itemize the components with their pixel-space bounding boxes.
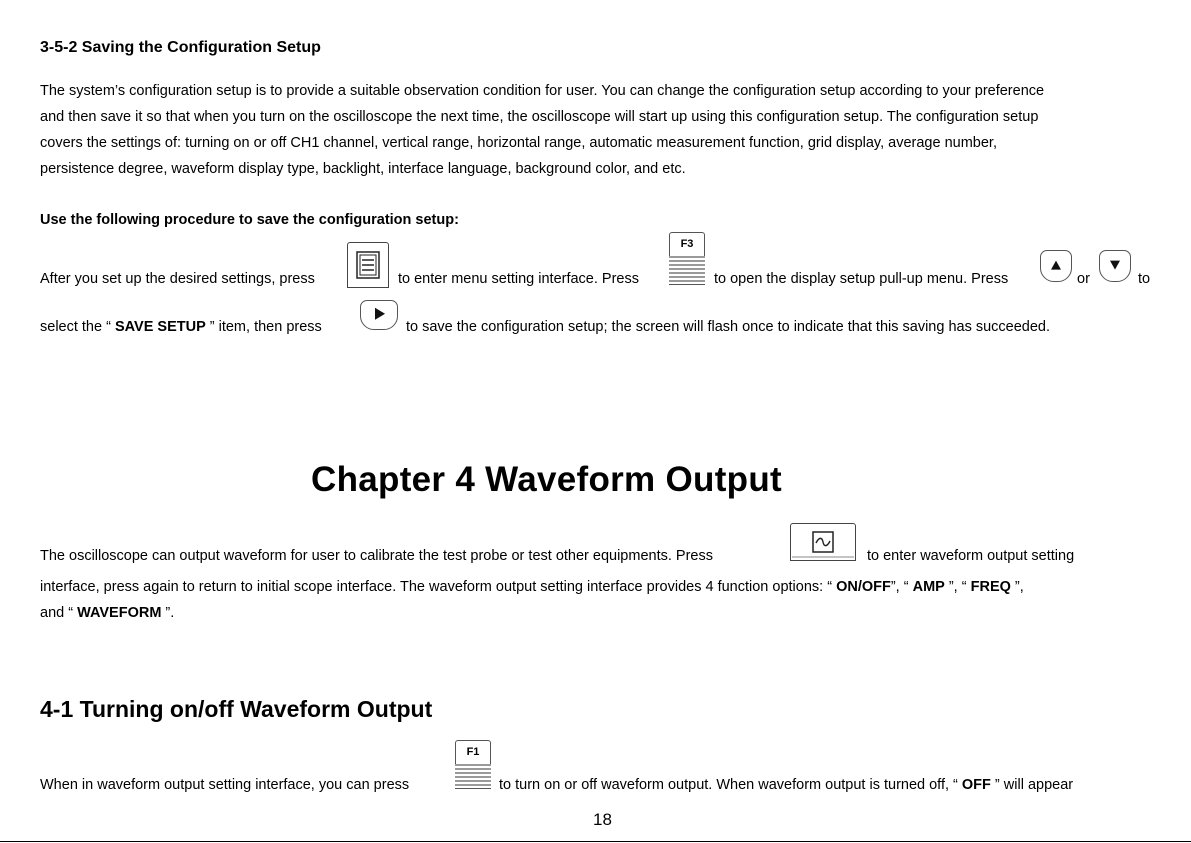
step1-text-e: to bbox=[1138, 271, 1151, 287]
procedure-title: Use the following procedure to save the configuration setup: bbox=[40, 212, 459, 228]
section-4-1-text-a: When in waveform output setting interface, you can press bbox=[40, 777, 410, 793]
chapter-para-line2-d: ”, bbox=[1010, 579, 1024, 595]
section-4-1-text-c: ” will appear bbox=[990, 777, 1074, 793]
step2-text-b: ” item, then press bbox=[205, 319, 322, 335]
chapter-para-line3 bbox=[40, 604, 174, 622]
option-amp: AMP bbox=[912, 579, 945, 595]
chapter-para-line2-c: ”, “ bbox=[944, 579, 971, 595]
paragraph-line: and then save it so that when you turn on the oscilloscope the next time, the oscilloscope will start up using this configuration setup. The configuration setup bbox=[40, 109, 1039, 125]
option-freq: FREQ bbox=[970, 579, 1011, 595]
save-setup-label: SAVE SETUP bbox=[114, 319, 206, 335]
up-arrow-key-icon bbox=[1040, 250, 1072, 282]
f1-key-icon bbox=[455, 740, 491, 792]
f3-key-label: F3 bbox=[669, 232, 705, 257]
footer-rule bbox=[0, 841, 1191, 842]
section-4-1-text-b bbox=[499, 776, 1073, 794]
chapter-para-line3-a: and “ bbox=[40, 605, 78, 621]
option-onoff: ON/OFF bbox=[836, 579, 891, 595]
step1-text-a: After you set up the desired settings, press bbox=[40, 271, 315, 287]
chapter-para-line2 bbox=[40, 578, 1024, 596]
chapter-para-line2-a: interface, press again to return to initial scope interface. The waveform output setting interface provides 4 function options: “ bbox=[40, 579, 837, 595]
menu-key-icon bbox=[347, 242, 389, 288]
option-waveform: WAVEFORM bbox=[77, 605, 162, 621]
waveform-key-icon bbox=[790, 523, 856, 561]
chapter-para-line1-a: The oscilloscope can output waveform for user to calibrate the test probe or test other equipments. Press bbox=[40, 548, 713, 564]
right-arrow-key-icon bbox=[360, 300, 398, 330]
step1-text-c: to open the display setup pull-up menu. Press bbox=[714, 271, 1009, 287]
section-heading: 3-5-2 Saving the Configuration Setup bbox=[40, 39, 321, 56]
off-label: OFF bbox=[961, 777, 991, 793]
section-4-1-heading: 4-1 Turning on/off Waveform Output bbox=[40, 696, 433, 722]
chapter-title: Chapter 4 Waveform Output bbox=[311, 460, 782, 499]
step1-text-d: or bbox=[1077, 271, 1090, 287]
f1-key-label: F1 bbox=[455, 740, 491, 765]
paragraph-line: covers the settings of: turning on or off CH1 channel, vertical range, horizontal range, automatic measurement function, grid display, average number, bbox=[40, 135, 997, 151]
step1-text-b: to enter menu setting interface. Press bbox=[398, 271, 639, 287]
section-4-1-text-b-a: to turn on or off waveform output. When waveform output is turned off, “ bbox=[499, 777, 962, 793]
step2-text-c: to save the configuration setup; the screen will flash once to indicate that this saving has succeeded. bbox=[406, 319, 1051, 335]
f3-key-icon bbox=[669, 232, 705, 288]
step2-text-a: select the “ bbox=[40, 319, 115, 335]
down-arrow-key-icon bbox=[1099, 250, 1131, 282]
chapter-para-line2-b: ”, “ bbox=[890, 579, 913, 595]
paragraph-line: The system’s configuration setup is to provide a suitable observation condition for user. You can change the configuration setup according to your preference bbox=[40, 83, 1045, 99]
chapter-para-line1-b: to enter waveform output setting bbox=[867, 548, 1075, 564]
step2-text bbox=[40, 318, 322, 336]
paragraph-line: persistence degree, waveform display type, backlight, interface language, background color, and etc. bbox=[40, 161, 686, 177]
page-number: 18 bbox=[593, 810, 612, 829]
chapter-para-line3-b: ”. bbox=[161, 605, 175, 621]
